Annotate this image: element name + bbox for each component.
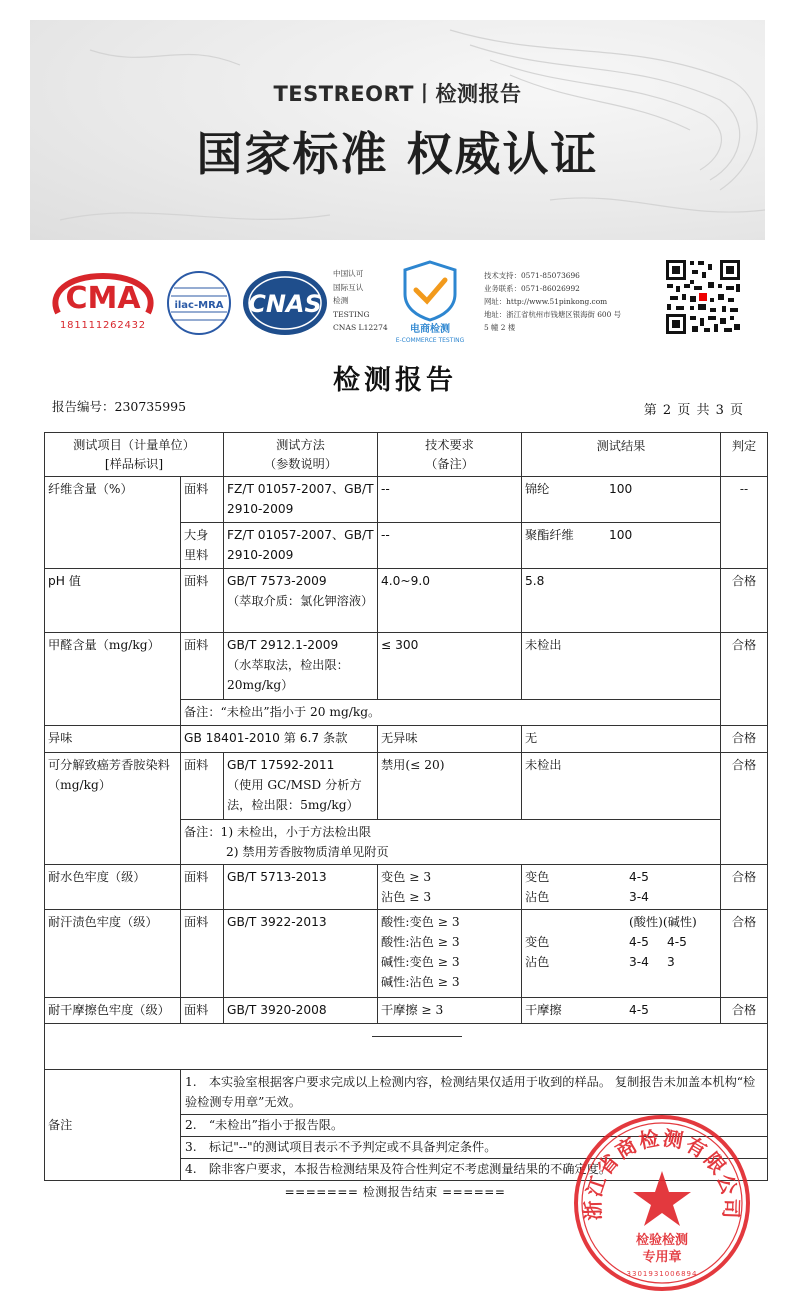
result-value: 4-5: [667, 935, 687, 949]
method-param: （水萃取法，检出限：20mg/kg）: [227, 658, 349, 692]
result-value: 4-5: [629, 870, 649, 884]
contact-info: [484, 269, 621, 334]
sample-part: 大身里料: [181, 523, 224, 569]
report-number: 报告编号：230735995: [52, 399, 187, 414]
item-name: 耐水色牢度（级）: [45, 865, 181, 910]
requirement-cell: 禁用(≤ 20): [378, 753, 522, 820]
requirement-cell: --: [378, 523, 522, 569]
method-cell: GB/T 5713-2013: [224, 865, 378, 910]
method-standard: GB/T 7573-2009: [227, 574, 327, 588]
item-name: 纤维含量（%）: [45, 477, 181, 569]
ecom-logo-en: E-COMMERCE TESTING: [395, 337, 465, 344]
sample-part: 面料: [181, 753, 224, 820]
result-head: (碱性): [662, 915, 697, 929]
test-results-table: [44, 432, 768, 1181]
method-param: （使用 GC/MSD 分析方法，检出限：5mg/kg）: [227, 778, 362, 812]
result-cell: [522, 998, 721, 1024]
cnas-line: 国际互认: [333, 282, 364, 292]
page-indicator: 第 2 页 共 3 页: [643, 403, 744, 418]
method-cell: [224, 633, 378, 700]
result-cell: [522, 477, 721, 523]
judge-cell: 合格: [721, 753, 768, 865]
header-item-line: [样品标识]: [104, 456, 164, 471]
remark-item: 2. “未检出”指小于报告限。: [181, 1115, 767, 1137]
method-cell: GB 18401-2010 第 6.7 条款: [181, 726, 378, 753]
header-requirement-line: 技术要求: [425, 437, 474, 452]
table-row: [45, 753, 768, 820]
requirement-cell: 无异味: [378, 726, 522, 753]
judge-cell: 合格: [721, 569, 768, 633]
requirement-line: 酸性:变色 ≥ 3: [381, 915, 460, 929]
header-requirement-line: （备注）: [425, 456, 474, 471]
result-name: 锦纶: [525, 482, 550, 496]
method-cell: [224, 569, 378, 633]
requirement-line: 碱性:沾色 ≥ 3: [381, 975, 460, 989]
requirement-cell: --: [378, 477, 522, 523]
result-value: 100: [609, 528, 633, 542]
table-row: [45, 998, 768, 1024]
judge-cell: 合格: [721, 910, 768, 998]
requirement-line: 变色 ≥ 3: [381, 870, 432, 884]
header-judge: 判定: [721, 433, 768, 477]
ilac-logo-text: ilac-MRA: [174, 300, 224, 311]
result-name: 变色: [525, 935, 550, 949]
report-title: 检测报告: [333, 365, 457, 396]
contact-line: 网址：http://www.51pinkong.com: [484, 297, 608, 306]
judge-cell: --: [721, 477, 768, 569]
item-name: 可分解致癌芳香胺染料（mg/kg）: [45, 753, 181, 865]
official-seal: [572, 1113, 752, 1293]
result-cell: 5.8: [522, 569, 721, 633]
ilac-mra-logo: [166, 270, 232, 336]
table-header-row: [45, 433, 768, 477]
report-end: ======= 检测报告结束 ======: [284, 1185, 506, 1199]
cnas-line: 中国认可: [333, 269, 364, 278]
result-value: 100: [609, 482, 633, 496]
judge-cell: 合格: [721, 865, 768, 910]
method-cell: FZ/T 01057-2007、GB/T 2910-2009: [224, 477, 378, 523]
seal-center-text: 专用章: [642, 1250, 682, 1265]
result-name: 干摩擦: [525, 1003, 562, 1017]
sample-part: 面料: [181, 865, 224, 910]
method-param: （萃取介质：氯化钾溶液）: [227, 594, 374, 608]
sample-part: 面料: [181, 633, 224, 700]
requirement-cell: [378, 910, 522, 998]
item-name: 耐干摩擦色牢度（级）: [45, 998, 181, 1024]
cnas-line: 检测: [333, 296, 349, 306]
note-cell: [181, 820, 721, 865]
seal-star-icon: [633, 1171, 691, 1226]
table-row: [45, 910, 768, 998]
qr-code[interactable]: [664, 258, 742, 336]
seal-center-text: 检验检测: [635, 1233, 689, 1248]
certification-logos: [0, 248, 790, 348]
sample-part: 面料: [181, 477, 224, 523]
item-name: pH 值: [45, 569, 181, 633]
method-standard: GB/T 17592-2011: [227, 758, 335, 772]
contact-line: 地址：浙江省杭州市钱塘区银海街 600 号: [484, 310, 622, 319]
cnas-line: CNAS L12274: [333, 323, 388, 333]
cnas-logo-text: CNAS: [248, 290, 322, 318]
requirement-cell: 4.0~9.0: [378, 569, 522, 633]
method-cell: FZ/T 01057-2007、GB/T 2910-2009: [224, 523, 378, 569]
requirement-line: 沾色 ≥ 3: [381, 890, 432, 904]
table-row: [45, 477, 768, 523]
result-cell: 无: [522, 726, 721, 753]
contact-line: 5 幢 2 楼: [484, 323, 516, 332]
cma-logo-text: CMA: [65, 281, 141, 316]
method-cell: [224, 753, 378, 820]
requirement-cell: [378, 865, 522, 910]
cnas-line: TESTING: [333, 309, 370, 319]
sample-part: 面料: [181, 910, 224, 998]
remark-item: 1. 本实验室根据客户要求完成以上检测内容，检测结果仅适用于收到的样品。 复制报告未加盖本机构“检验检测专用章”无效。: [181, 1070, 767, 1115]
method-cell: GB/T 3920-2008: [224, 998, 378, 1024]
table-row: [45, 726, 768, 753]
header-banner: [30, 20, 765, 240]
result-value: 4-5: [629, 935, 649, 949]
header-item: [45, 433, 224, 477]
seal-ring-text: 浙江省商检测有限公司: [580, 1125, 744, 1221]
cnas-logo: [240, 268, 330, 338]
cnas-info: [333, 267, 388, 335]
banner-headline: 国家标准 权威认证: [196, 127, 599, 181]
contact-line: 业务联系：0571-86026992: [484, 284, 580, 293]
requirement-cell: ≤ 300: [378, 633, 522, 700]
header-method: [224, 433, 378, 477]
requirement-cell: 干摩擦 ≥ 3: [378, 998, 522, 1024]
result-name: 沾色: [525, 890, 550, 904]
result-value: 3: [667, 955, 675, 969]
result-cell: [522, 523, 721, 569]
result-name: 聚酯纤维: [525, 528, 574, 542]
separator-line: [372, 1036, 462, 1037]
result-cell: [522, 865, 721, 910]
contact-line: 技术支持：0571-85073696: [484, 271, 580, 280]
remark-item: 3. 标记"--"的测试项目表示不予判定或不具备判定条件。: [181, 1137, 767, 1159]
requirement-line: 酸性:沾色 ≥ 3: [381, 935, 460, 949]
result-cell: 未检出: [522, 753, 721, 820]
result-name: 变色: [525, 870, 550, 884]
judge-cell: 合格: [721, 633, 768, 726]
header-method-line: （参数说明）: [263, 456, 338, 471]
cma-number: 181111262432: [60, 320, 146, 331]
ecommerce-testing-logo: [385, 256, 475, 344]
table-row: [45, 1024, 768, 1070]
result-cell: [522, 910, 721, 998]
result-name: 沾色: [525, 955, 550, 969]
header-method-line: 测试方法: [276, 437, 325, 452]
sample-part: 面料: [181, 998, 224, 1024]
header-requirement: [378, 433, 522, 477]
note-line: 2) 禁用芳香胺物质清单见附页: [226, 845, 389, 859]
table-row: [45, 865, 768, 910]
method-cell: GB/T 3922-2013: [224, 910, 378, 998]
result-cell: 未检出: [522, 633, 721, 700]
method-standard: GB/T 2912.1-2009: [227, 638, 339, 652]
header-result: 测试结果: [522, 433, 721, 477]
table-row: [45, 633, 768, 700]
result-value: 3-4: [629, 955, 649, 969]
judge-cell: 合格: [721, 726, 768, 753]
ecom-logo-name: 电商检测: [410, 324, 450, 335]
requirement-line: 碱性:变色 ≥ 3: [381, 955, 460, 969]
header-item-line: 测试项目（计量单位）: [73, 437, 195, 452]
remarks-label: 备注: [45, 1070, 181, 1181]
blank-cell: [45, 1024, 768, 1070]
seal-number: 3301931006894: [626, 1270, 698, 1278]
result-head: (酸性): [629, 915, 663, 929]
remark-item: 4. 除非客户要求，本报告检测结果及符合性判定不考虑测量结果的不确定度。: [185, 1162, 612, 1176]
item-name: 甲醛含量（mg/kg）: [45, 633, 181, 726]
cma-logo: [48, 268, 158, 333]
judge-cell: 合格: [721, 998, 768, 1024]
note-cell: 备注：“未检出”指小于 20 mg/kg。: [181, 700, 721, 726]
item-name: 耐汗渍色牢度（级）: [45, 910, 181, 998]
result-value: 4-5: [629, 1003, 649, 1017]
item-name: 异味: [45, 726, 181, 753]
result-value: 3-4: [629, 890, 649, 904]
table-row: [45, 569, 768, 633]
sample-part: 面料: [181, 569, 224, 633]
banner-subtitle: TESTREORT丨检测报告: [273, 82, 522, 106]
note-line: 备注：1) 未检出，小于方法检出限: [184, 825, 372, 839]
